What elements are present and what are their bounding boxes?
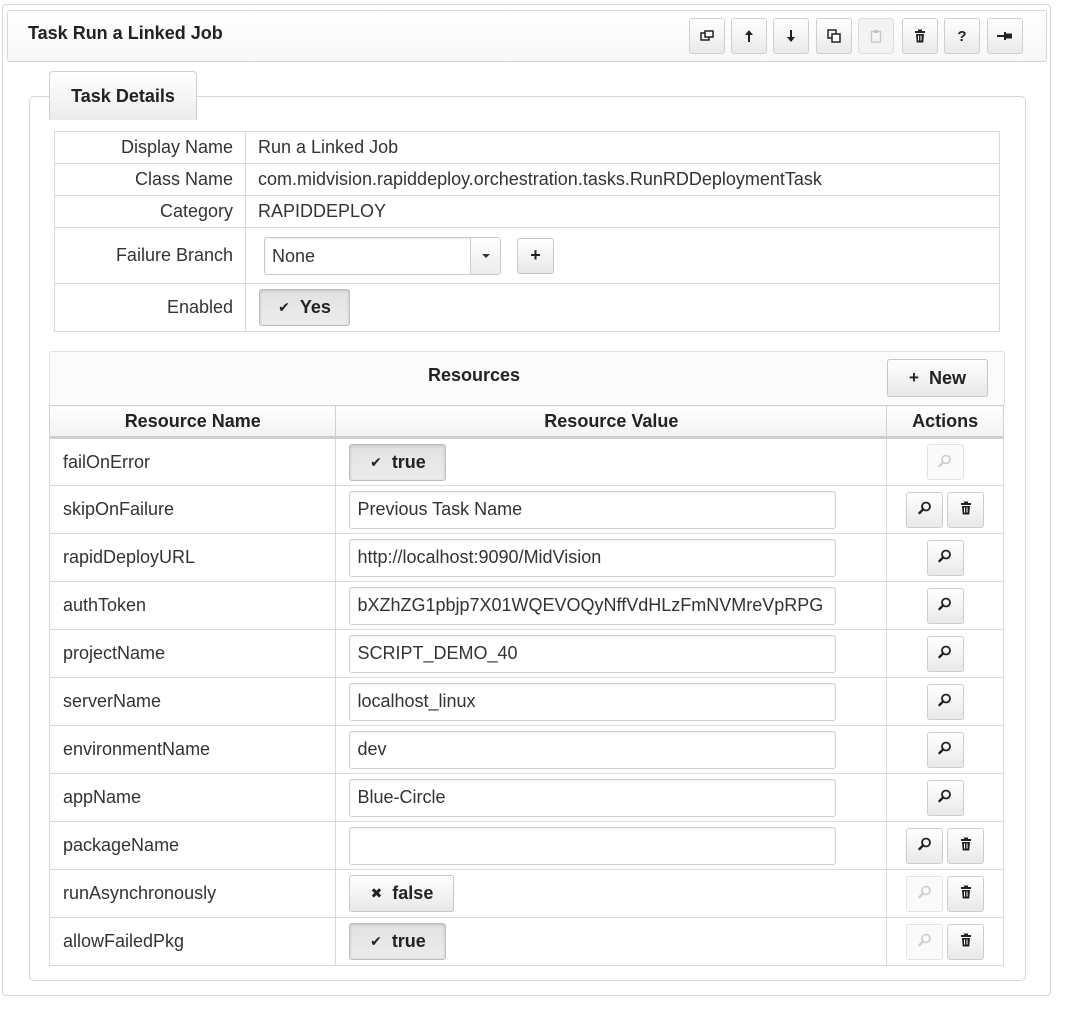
x-icon: ✖ [370, 885, 383, 901]
plus-icon: + [909, 368, 919, 387]
add-failure-branch-button[interactable]: + [517, 238, 554, 274]
enabled-toggle[interactable] [259, 289, 350, 326]
task-title: Task Run a Linked Job [28, 23, 223, 43]
runAsynchronously-search-button[interactable] [906, 876, 943, 912]
resource-name: runAsynchronously [50, 870, 336, 918]
category-label: Category [55, 196, 246, 228]
check-icon: ✔ [278, 299, 290, 315]
search-icon [918, 883, 932, 904]
rapidDeployURL-input[interactable] [349, 539, 836, 577]
resource-name: environmentName [50, 726, 336, 774]
trash-icon [960, 931, 972, 952]
table-row [50, 774, 1004, 822]
search-icon [938, 739, 952, 760]
failure-branch-value: None [272, 245, 316, 266]
search-icon [938, 547, 952, 568]
search-icon [938, 595, 952, 616]
environmentName-search-button[interactable] [927, 732, 964, 768]
trash-icon [960, 835, 972, 856]
failure-branch-label: Failure Branch [55, 228, 246, 284]
projectName-input[interactable] [349, 635, 836, 673]
column-header-actions: Actions [887, 406, 1004, 438]
table-row [50, 822, 1004, 870]
trash-icon [960, 883, 972, 904]
column-header-resource-value: Resource Value [336, 406, 887, 438]
paste-button[interactable] [858, 18, 894, 54]
failOnError-toggle[interactable] [349, 444, 446, 481]
failOnError-value: true [391, 451, 426, 472]
table-row [50, 582, 1004, 630]
allowFailedPkg-value: true [391, 931, 426, 951]
resource-actions [887, 534, 1004, 582]
pin-icon [997, 29, 1013, 43]
pin-button[interactable] [987, 18, 1023, 54]
authToken-search-button[interactable] [927, 588, 964, 624]
move-up-button[interactable] [731, 18, 767, 54]
resources-header [49, 351, 1005, 406]
search-icon [918, 835, 932, 856]
resource-name: failOnError [50, 438, 336, 486]
tab-task-details[interactable]: Task Details [49, 71, 197, 120]
new-resource-button[interactable] [887, 359, 988, 397]
enabled-value: Yes [299, 297, 331, 317]
appName-input[interactable] [349, 779, 836, 817]
column-header-resource-name: Resource Name [50, 406, 336, 438]
resource-name: rapidDeployURL [50, 534, 336, 582]
resources-table [49, 405, 1004, 966]
display-name-value: Run a Linked Job [246, 132, 1000, 164]
class-name-value: com.midvision.rapiddeploy.orchestration.tasks.RunRDDeploymentTask [246, 164, 1000, 196]
copy-button[interactable] [689, 18, 725, 54]
display-name-label: Display Name [55, 132, 246, 164]
resource-actions [887, 486, 1004, 534]
resource-actions [887, 438, 1004, 486]
resource-name: serverName [50, 678, 336, 726]
skipOnFailure-delete-button[interactable] [947, 492, 984, 528]
resource-actions [887, 630, 1004, 678]
runAsynchronously-delete-button[interactable] [947, 876, 984, 912]
help-button[interactable] [944, 18, 980, 54]
packageName-delete-button[interactable] [947, 828, 984, 864]
table-row [50, 438, 1004, 486]
task-header [7, 10, 1047, 62]
search-icon [938, 787, 952, 808]
allowFailedPkg-toggle[interactable] [349, 923, 446, 960]
resource-name: skipOnFailure [50, 486, 336, 534]
class-name-label: Class Name [55, 164, 246, 196]
packageName-search-button[interactable] [906, 828, 943, 864]
resource-actions [887, 822, 1004, 870]
skipOnFailure-input[interactable] [349, 491, 836, 529]
resource-name: allowFailedPkg [50, 918, 336, 966]
table-row [50, 678, 1004, 726]
trash-icon [960, 499, 972, 520]
arrow-up-icon [743, 29, 755, 43]
clipboard-icon [870, 29, 882, 43]
table-row [50, 486, 1004, 534]
authToken-input[interactable] [349, 587, 836, 625]
resources-title: Resources [427, 365, 521, 385]
search-icon [938, 452, 952, 473]
table-row [50, 534, 1004, 582]
runAsynchronously-toggle[interactable] [349, 875, 454, 912]
resource-actions [887, 582, 1004, 630]
table-row [50, 918, 1004, 966]
environmentName-input[interactable] [349, 731, 836, 769]
enabled-label: Enabled [55, 284, 246, 332]
table-row [50, 630, 1004, 678]
copy-icon [700, 29, 714, 43]
skipOnFailure-search-button[interactable] [906, 492, 943, 528]
new-resource-label: New [928, 367, 966, 388]
packageName-input[interactable] [349, 827, 836, 865]
resource-name: packageName [50, 822, 336, 870]
resource-actions [887, 726, 1004, 774]
rapidDeployURL-search-button[interactable] [927, 540, 964, 576]
search-icon [938, 643, 952, 664]
projectName-search-button[interactable] [927, 636, 964, 672]
resource-name: authToken [50, 582, 336, 630]
failOnError-search-button[interactable] [927, 444, 964, 480]
check-icon: ✔ [370, 453, 382, 470]
duplicate-icon [827, 29, 841, 43]
runAsynchronously-value: false [392, 883, 434, 903]
failure-branch-select[interactable] [264, 237, 501, 275]
move-down-button[interactable] [773, 18, 809, 54]
search-icon [918, 499, 932, 520]
resource-actions [887, 918, 1004, 966]
resource-actions [887, 774, 1004, 822]
check-icon: ✔ [370, 933, 382, 949]
arrow-down-icon [785, 29, 797, 43]
table-row [50, 726, 1004, 774]
search-icon [938, 691, 952, 712]
trash-icon [914, 29, 926, 43]
task-details-table [54, 131, 1000, 332]
resource-actions [887, 870, 1004, 918]
chevron-down-icon [470, 238, 500, 274]
duplicate-button[interactable] [816, 18, 852, 54]
question-icon: ? [957, 27, 967, 45]
serverName-search-button[interactable] [927, 684, 964, 720]
resource-name: projectName [50, 630, 336, 678]
delete-button[interactable] [902, 18, 938, 54]
resource-actions [887, 678, 1004, 726]
appName-search-button[interactable] [927, 780, 964, 816]
allowFailedPkg-delete-button[interactable] [947, 924, 984, 960]
search-icon [918, 931, 932, 952]
serverName-input[interactable] [349, 683, 836, 721]
allowFailedPkg-search-button[interactable] [906, 924, 943, 960]
category-value: RAPIDDEPLOY [246, 196, 1000, 228]
resource-name: appName [50, 774, 336, 822]
table-row [50, 870, 1004, 918]
